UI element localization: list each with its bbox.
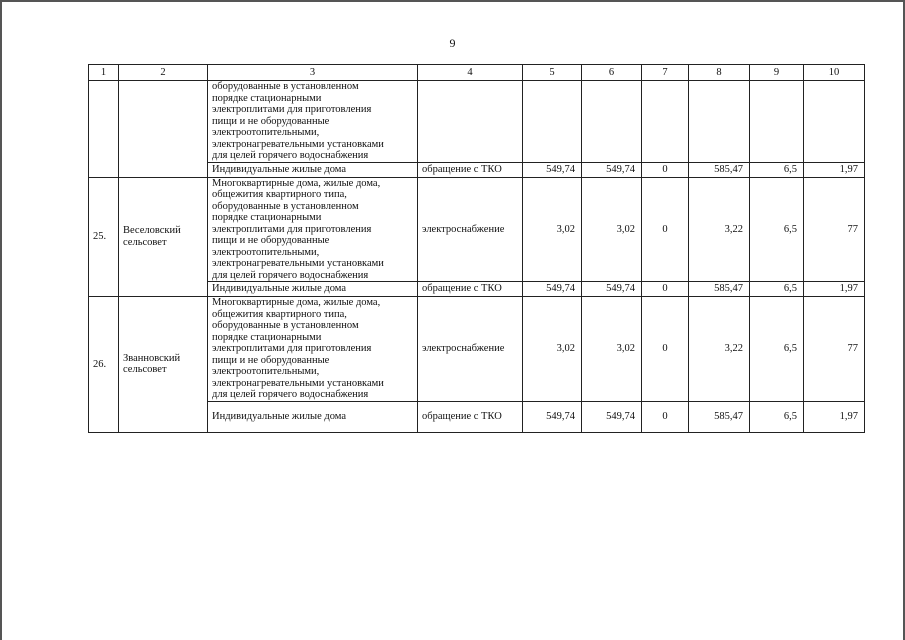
municipality-name: Званновский bbox=[123, 352, 181, 364]
value-cell: 549,74 bbox=[523, 401, 582, 432]
table-row bbox=[89, 81, 865, 163]
value-cell: 6,5 bbox=[750, 282, 804, 297]
header-cell: 10 bbox=[804, 65, 865, 81]
value-cell: 549,74 bbox=[582, 401, 642, 432]
category-line: для целей горячего водоснабжения bbox=[212, 150, 369, 161]
header-cell: 9 bbox=[750, 65, 804, 81]
value-cell: 3,02 bbox=[523, 297, 582, 402]
category-line: пищи и не оборудованные bbox=[212, 235, 330, 246]
category-line: порядке стационарными bbox=[212, 92, 322, 104]
value-cell bbox=[750, 81, 804, 163]
category-line: для целей горячего водоснабжения bbox=[212, 389, 369, 400]
category-line: порядке стационарными bbox=[212, 212, 322, 223]
value-cell: 6,5 bbox=[750, 177, 804, 282]
service-cell bbox=[418, 81, 523, 163]
value-cell: 77 bbox=[804, 177, 865, 282]
value-cell: 1,97 bbox=[804, 401, 865, 432]
value-cell bbox=[582, 81, 642, 163]
category-line: электроотопительными, bbox=[212, 246, 320, 258]
value-cell: 3,02 bbox=[582, 177, 642, 282]
value-cell: 549,74 bbox=[523, 162, 582, 177]
value-cell: 549,74 bbox=[582, 282, 642, 297]
table-row bbox=[89, 177, 865, 282]
value-cell: 1,97 bbox=[804, 162, 865, 177]
category-line: электроотопительными, bbox=[212, 366, 320, 377]
value-cell: 6,5 bbox=[750, 297, 804, 402]
value-cell: 0 bbox=[642, 401, 689, 432]
header-cell: 4 bbox=[418, 65, 523, 81]
header-cell: 8 bbox=[689, 65, 750, 81]
value-cell bbox=[523, 81, 582, 163]
header-cell: 1 bbox=[89, 65, 119, 81]
page-border-left bbox=[0, 0, 2, 640]
value-cell: 0 bbox=[642, 297, 689, 402]
value-cell: 6,5 bbox=[750, 162, 804, 177]
category-line: Многоквартирные дома, жилые дома, bbox=[212, 297, 381, 308]
value-cell: 3,22 bbox=[689, 177, 750, 282]
municipality-name: Веселовский bbox=[123, 225, 181, 237]
category-cell bbox=[208, 177, 418, 282]
value-cell: 585,47 bbox=[689, 282, 750, 297]
category-line: оборудованные в установленном bbox=[212, 320, 359, 331]
value-cell bbox=[689, 81, 750, 163]
header-row bbox=[89, 65, 865, 81]
category-line: оборудованные в установленном bbox=[212, 81, 359, 92]
value-cell bbox=[642, 81, 689, 163]
header-cell: 6 bbox=[582, 65, 642, 81]
value-cell: 1,97 bbox=[804, 282, 865, 297]
row-number-cell bbox=[89, 81, 119, 178]
category-line: для целей горячего водоснабжения bbox=[212, 269, 369, 281]
category-line: электроотопительными, bbox=[212, 127, 320, 138]
municipality-type: сельсовет bbox=[123, 364, 167, 376]
municipality-cell bbox=[119, 177, 208, 297]
value-cell bbox=[804, 81, 865, 163]
value-cell: 0 bbox=[642, 162, 689, 177]
value-cell: 0 bbox=[642, 282, 689, 297]
row-number-cell: 25. bbox=[89, 177, 119, 297]
category-line: оборудованные в установленном bbox=[212, 200, 359, 212]
value-cell: 0 bbox=[642, 177, 689, 282]
category-line: электроплитами для приготовления bbox=[212, 343, 372, 354]
category-line: электронагревательными установками bbox=[212, 258, 384, 269]
value-cell: 585,47 bbox=[689, 162, 750, 177]
header-cell: 3 bbox=[208, 65, 418, 81]
row-number-cell: 26. bbox=[89, 297, 119, 433]
category-line: Многоквартирные дома, жилые дома, bbox=[212, 177, 381, 189]
category-cell bbox=[208, 297, 418, 402]
header-cell: 2 bbox=[119, 65, 208, 81]
municipality-cell bbox=[119, 81, 208, 178]
category-cell bbox=[208, 81, 418, 163]
header-cell: 7 bbox=[642, 65, 689, 81]
value-cell: 77 bbox=[804, 297, 865, 402]
value-cell: 3,02 bbox=[523, 177, 582, 282]
category-line: общежития квартирного типа, bbox=[212, 189, 347, 200]
value-cell: 549,74 bbox=[582, 162, 642, 177]
category-cell: Индивидуальные жилые дома bbox=[208, 282, 418, 297]
category-line: пищи и не оборудованные bbox=[212, 354, 330, 366]
service-cell: обращение с ТКО bbox=[418, 401, 523, 432]
municipality-type: сельсовет bbox=[123, 236, 167, 248]
value-cell: 6,5 bbox=[750, 401, 804, 432]
category-line: порядке стационарными bbox=[212, 331, 322, 343]
tariff-table bbox=[88, 64, 865, 433]
category-line: электроплитами для приготовления bbox=[212, 104, 372, 115]
category-line: электроплитами для приготовления bbox=[212, 223, 372, 235]
category-line: общежития квартирного типа, bbox=[212, 308, 347, 320]
municipality-cell bbox=[119, 297, 208, 433]
table-row bbox=[89, 297, 865, 402]
service-cell: обращение с ТКО bbox=[418, 162, 523, 177]
value-cell: 3,22 bbox=[689, 297, 750, 402]
category-line: электронагревательными установками bbox=[212, 138, 384, 150]
page-number: 9 bbox=[449, 36, 456, 50]
page-border-top bbox=[0, 0, 905, 2]
value-cell: 585,47 bbox=[689, 401, 750, 432]
category-line: пищи и не оборудованные bbox=[212, 115, 330, 127]
category-line: электронагревательными установками bbox=[212, 377, 384, 389]
service-cell: обращение с ТКО bbox=[418, 282, 523, 297]
value-cell: 3,02 bbox=[582, 297, 642, 402]
service-cell: электроснабжение bbox=[418, 297, 523, 402]
header-cell: 5 bbox=[523, 65, 582, 81]
service-cell: электроснабжение bbox=[418, 177, 523, 282]
value-cell: 549,74 bbox=[523, 282, 582, 297]
category-cell: Индивидуальные жилые дома bbox=[208, 162, 418, 177]
category-cell: Индивидуальные жилые дома bbox=[208, 401, 418, 432]
